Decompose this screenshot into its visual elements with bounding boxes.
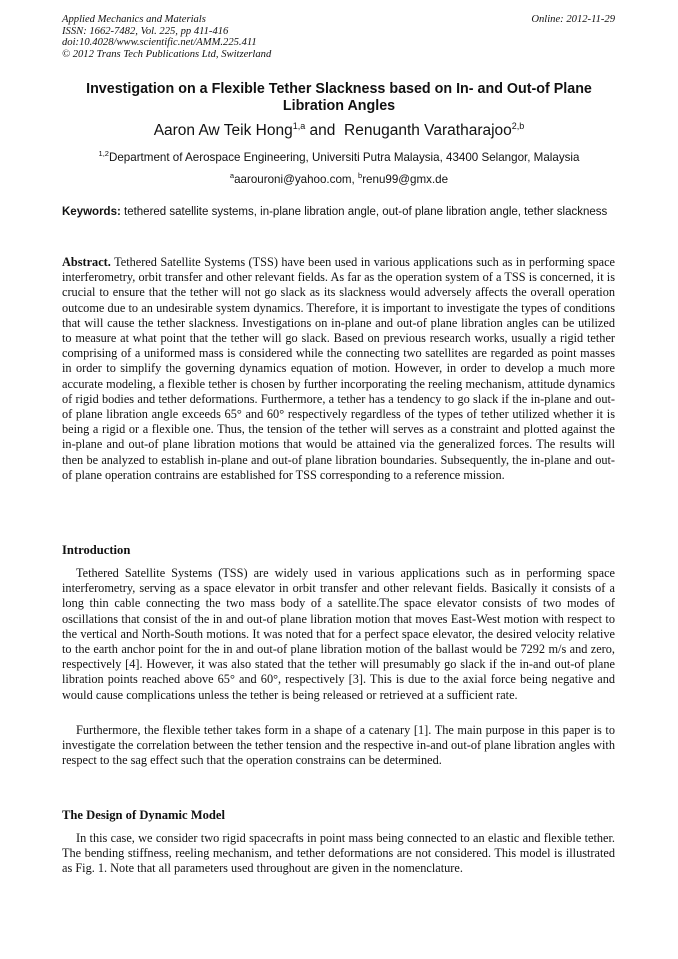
email-b: renu99@gmx.de — [362, 172, 449, 186]
abstract-label: Abstract. — [62, 255, 111, 269]
email-a: aarouroni@yahoo.com, — [234, 172, 355, 186]
author-1: Aaron Aw Teik Hong — [153, 122, 293, 140]
design-paragraph-1: In this case, we consider two rigid spacecrafts in point mass being connected to an elastic and flexible tether. The bending stiffness, reeling mechanism, and tether deformations are not considered. This model is illustrated as Fig. 1. Note that all parameters used throughout are given in the nomenclature. — [62, 831, 615, 876]
introduction-paragraph-1: Tethered Satellite Systems (TSS) are widely used in various applications such as in performing space interferometry, serving as a space elevator in orbit transfer and other relevant fields. Basically it consists of a long thin cable connecting the two mass body of a satellite.The space elevator consists of two modes of oscillations that consist of the in and out-of plane libration motion that moves East-West motion with respect to the vertical and North-South motions. It was noted that for a perfect space elevator, the desired velocity relative to the earth anchor point for the in and out-of plane libration motion of the ballast would be 7292 m/s and zero, respectively [4]. However, it was also stated that the tether will presumably go slack if the in-and out-of plane libration points reached above 65° and 60°, respectively [3]. This is due to the axial force being negative and would cause complications unless the tether is being released or retrieved at a sufficient rate. — [62, 566, 615, 702]
introduction-paragraph-2: Furthermore, the flexible tether takes form in a shape of a catenary [1]. The main purpose in this paper is to investigate the correlation between the tether tension and the respective in-and out-of plane libration angles with respect to the sag effect such that the operation constrains can be determined. — [62, 723, 615, 768]
author-line — [0, 121, 678, 140]
affiliation — [0, 149, 678, 164]
email-line — [0, 171, 678, 186]
email-a-sup: a — [229, 171, 235, 180]
introduction-heading: Introduction — [62, 543, 131, 557]
doi-line: doi:10.4028/www.scientific.net/AMM.225.411 — [62, 37, 257, 49]
journal-header — [62, 14, 615, 60]
issn-line: ISSN: 1662-7482, Vol. 225, pp 411-416 — [62, 25, 229, 37]
author-2-sup: 2,b — [511, 121, 525, 131]
keywords-label: Keywords: — [62, 206, 121, 218]
author-and: and — [309, 122, 336, 140]
affiliation-sup: 1,2 — [98, 149, 109, 158]
copyright-line: © 2012 Trans Tech Publications Ltd, Switzerland — [62, 48, 272, 60]
keywords-block — [62, 205, 615, 220]
abstract-text: Tethered Satellite Systems (TSS) have been used in various applications such as in performing space interferometry, orbit transfer and other relevant fields. As far as the operation system of a TSS is concerned, it is crucial to ensure that the tether will not go slack as its slackness would adversely affects the overall operation outcome due to an undesirable system dynamics. Therefore, it is important to investigate the types of conditions that will cause the tether slackness. Investigations on in-plane and out-of plane libration angles can be utilized to measure at what point that the tether will go slack. Based on previous research works, usually a rigid tether comprising of a uniformed mass is considered while the connecting two satellites are regarded as point masses in order to simplify the governing dynamics equation of motion. However, in order to develop a much more accurate modeling, a flexible tether is chosen by further incorporating the reeling mechanism, attitude dynamics of rigid bodies and tether deformations. Furthermore, a tether has a tendency to go slack if the in-plane and out-of plane libration angle exceeds 65° and 60° respectively regardless of the types of tether utilized whether it is being a rigid or a flexible one. Thus, the tension of the tether will serves as a constraint and plotted against the in-plane and out-of plane libration motions that would be attained via the generalized forces. The results will then be analyzed to establish in-plane and out-of plane libration boundaries. Subsequently, the in-plane and out-of plane operation contrains are established for TSS corresponding to a reference mission. — [62, 255, 615, 482]
email-b-sup: b — [358, 171, 363, 180]
design-heading: The Design of Dynamic Model — [62, 808, 226, 822]
keywords-text: tethered satellite systems, in-plane libration angle, out-of plane libration angle, tether slackness — [124, 206, 608, 218]
paper-title: Investigation on a Flexible Tether Slackness based on In- and Out-of Plane Libration Angles — [86, 81, 592, 114]
journal-name: Applied Mechanics and Materials — [62, 14, 206, 25]
affiliation-text: Department of Aerospace Engineering, Universiti Putra Malaysia, 43400 Selangor, Malaysia — [108, 150, 580, 164]
author-1-sup: 1,a — [292, 121, 306, 131]
online-date: Online: 2012-11-29 — [531, 14, 615, 25]
abstract-block — [62, 255, 615, 483]
author-2: Renuganth Varatharajoo — [344, 122, 512, 140]
